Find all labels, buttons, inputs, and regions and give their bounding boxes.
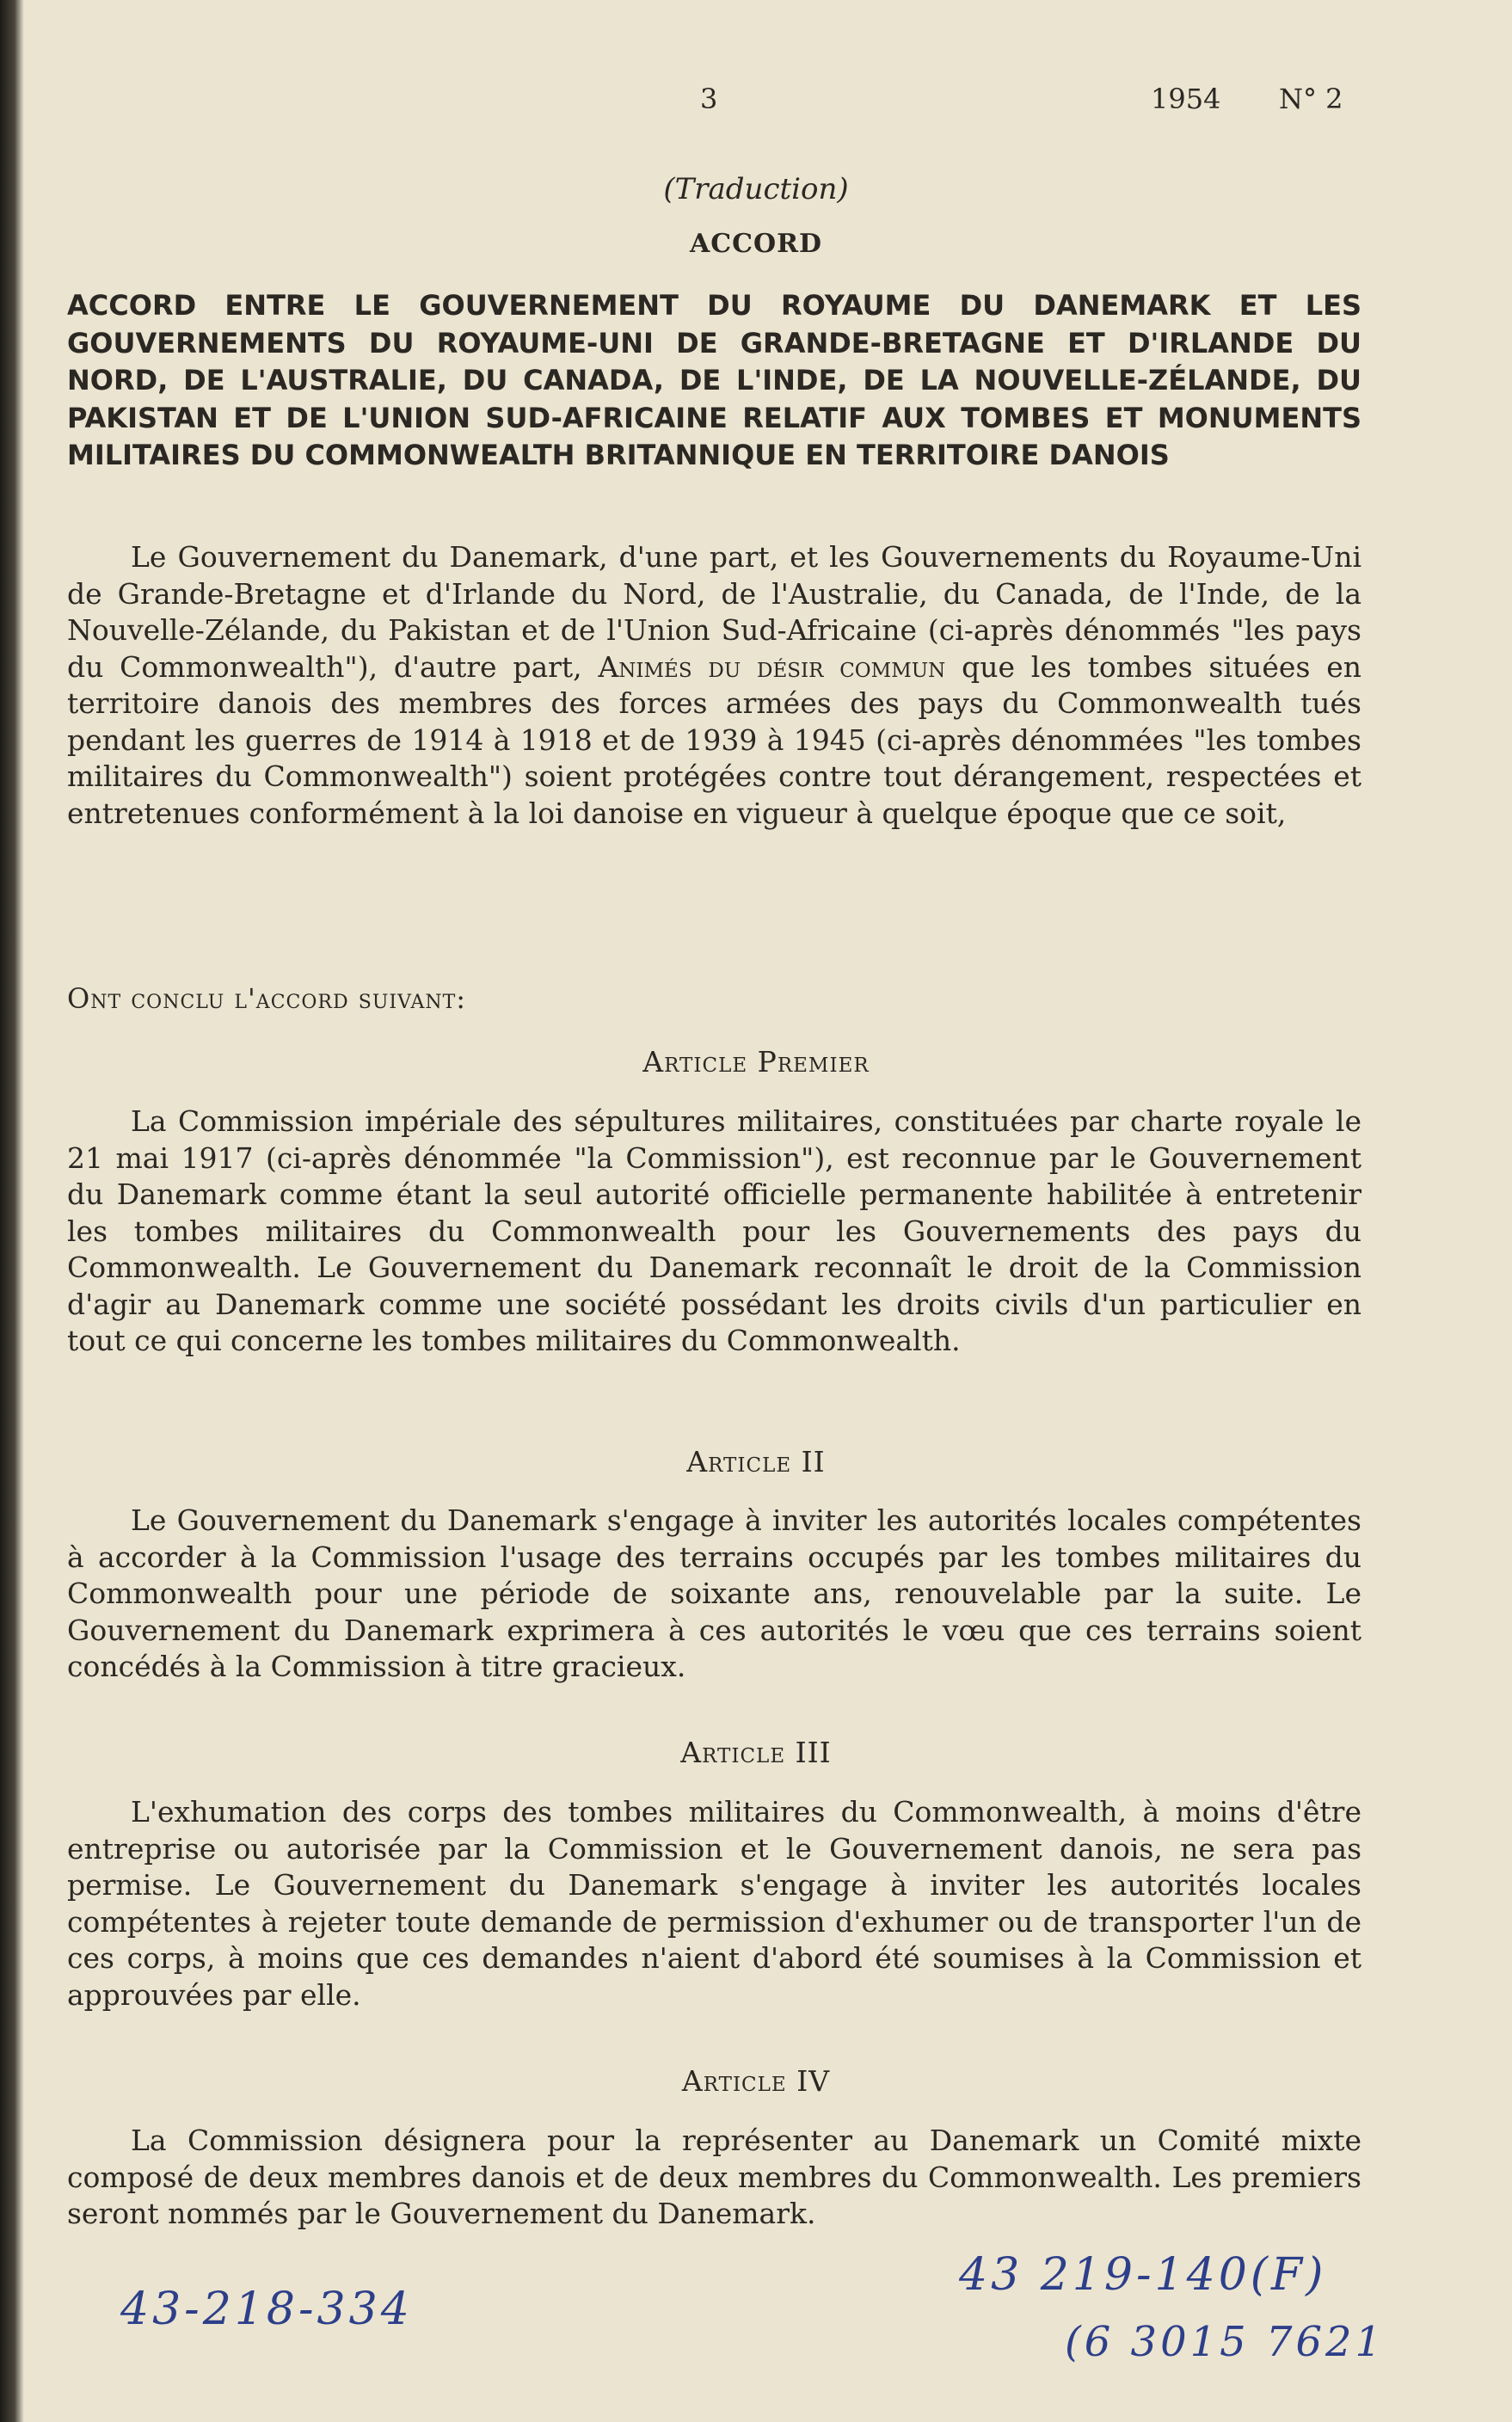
page-number: 3 xyxy=(700,83,718,115)
article-heading-2: Article II xyxy=(686,1445,826,1478)
article-heading-1: Article Premier xyxy=(642,1045,870,1079)
header-year: 1954 xyxy=(1151,83,1221,115)
article-text-4: La Commission désignera pour la représenter au Danemark un Comité mixte composé de deux membres danois et de deux membres du Commonwealth. Les premiers seront nommés par le Gouvernement du Danemark. xyxy=(67,2124,1361,2230)
article-text-3: L'exhumation des corps des tombes militaires du Commonwealth, à moins d'être entreprise ou autorisée par la Commission et le Gouvernement danois, ne sera pas permise. Le Gouvernement du Danemark s'engage à inviter les autorités locales compétentes à rejeter toute demande de permission d'exhumer ou de transporter l'un de ces corps, à moins que ces demandes n'aient d'abord été soumises à la Commission et approuvées par elle. xyxy=(67,1795,1361,2012)
handwritten-reference-right-bottom: (6 3015 7621 xyxy=(1065,2318,1386,2366)
handwritten-reference-left: 43-218-334 xyxy=(120,2284,413,2335)
header-number: N° 2 xyxy=(1279,83,1343,115)
article-text-2: Le Gouvernement du Danemark s'engage à inviter les autorités locales compétentes à accorder à la Commission l'usage des terrains occupés par les tombes militaires du Commonwealth pour une période de soixante ans, renouvelable par la suite. Le Gouvernement du Danemark exprimera à ces autorités le vœu que ces terrains soient concédés à la Commission à titre gracieux. xyxy=(67,1503,1361,1683)
preamble-animes: Animés du désir commun xyxy=(598,649,946,684)
preamble-part2: que les tombes situées en territoire danois des membres des forces armées des pays du Commonwealth tués pendant les guerres de 1914 à 1918 et de 1939 à 1945 (ci-après dénommées "les tombes militaires du Commonwealth") soient protégées contre tout dérangement, respectées et entretenues conformément à la loi danoise en vigueur à quelque époque que ce soit, xyxy=(67,649,1361,830)
accord-heading: ACCORD xyxy=(689,229,823,259)
preamble-paragraph xyxy=(67,539,1361,832)
article-heading-4: Article IV xyxy=(681,2064,831,2098)
binding-shadow xyxy=(0,0,24,2422)
handwritten-reference-right-top: 43 219-140(F) xyxy=(959,2249,1327,2301)
article-heading-3: Article III xyxy=(680,1736,832,1769)
article-text-1: La Commission impériale des sépultures militaires, constituées par charte royale le 21 mai 1917 (ci-après dénommée "la Commission"), est reconnue par le Gouvernement du Danemark comme étant la seul autorité officielle permanente habilitée à entretenir les tombes militaires du Commonwealth pour les Gouvernements des pays du Commonwealth. Le Gouvernement du Danemark reconnaît le droit de la Commission d'agir au Danemark comme une société possédant les droits civils d'un particulier en tout ce qui concerne les tombes militaires du Commonwealth. xyxy=(67,1104,1361,1357)
traduction-label: (Traduction) xyxy=(663,172,849,206)
conclu-line: Ont conclu l'accord suivant: xyxy=(67,982,467,1015)
agreement-title: ACCORD ENTRE LE GOUVERNEMENT DU ROYAUME DU DANEMARK ET LES GOUVERNEMENTS DU ROYAUME-UNI DE GRANDE-BRETAGNE ET D'IRLANDE DU NORD, DE L'AUSTRALIE, DU CANADA, DE L'INDE, DE LA NOUVELLE-ZÉLANDE, DU PAKISTAN ET DE L'UNION SUD-AFRICAINE RELATIF AUX TOMBES ET MONUMENTS MILITAIRES DU COMMONWEALTH BRITANNIQUE EN TERRITOIRE DANOIS xyxy=(67,289,1361,471)
preamble-part1: Le Gouvernement du Danemark, d'une part, et les Gouvernements du Royaume-Uni de Grande-Bretagne et d'Irlande du Nord, de l'Australie, du Canada, de l'Inde, de la Nouvelle-Zélande, du Pakistan et de l'Union Sud-Africaine (ci-après dénommés "les pays du Commonwealth"), d'autre part, xyxy=(67,540,1361,684)
page-header xyxy=(0,83,1512,126)
